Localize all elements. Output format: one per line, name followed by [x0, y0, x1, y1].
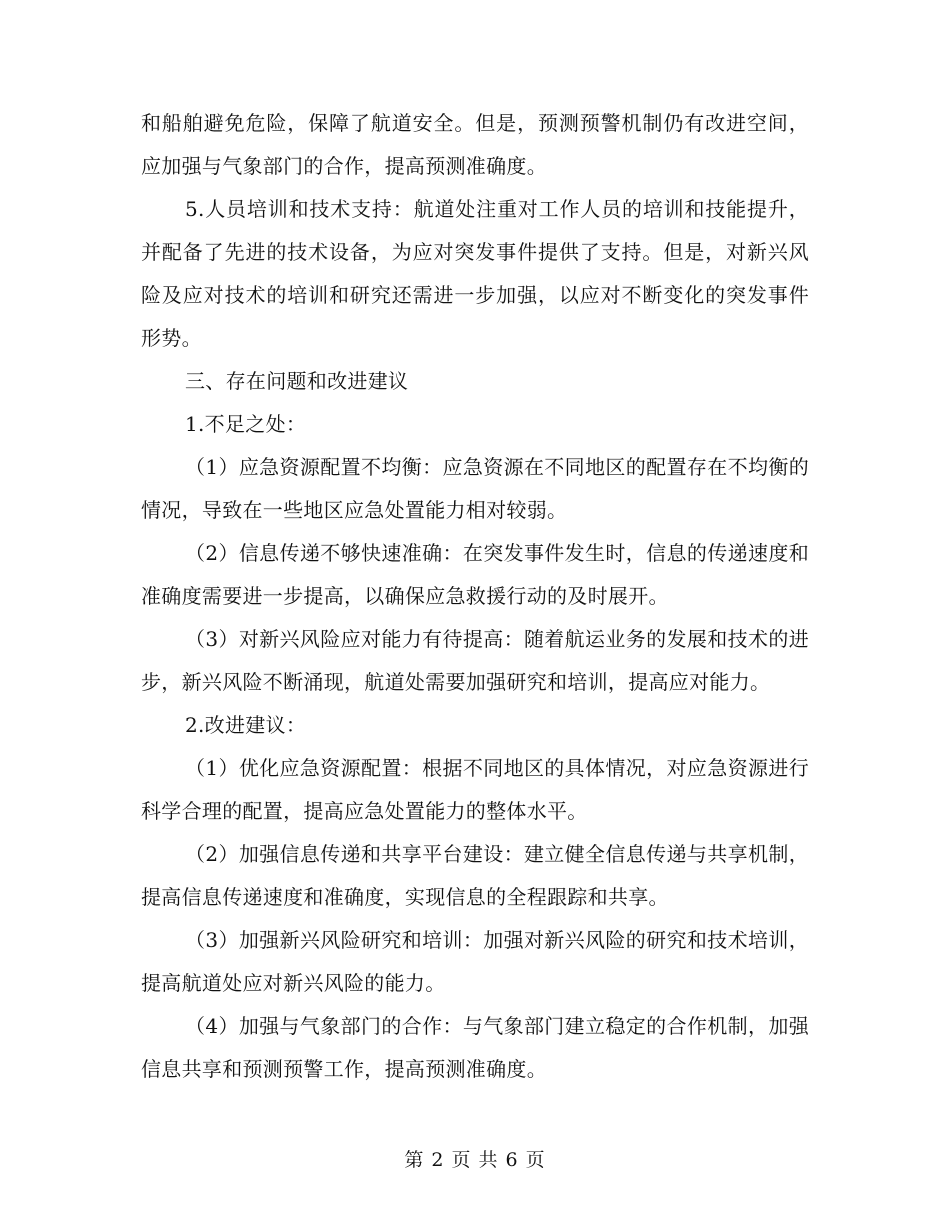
shortcoming-item-1: （1）应急资源配置不均衡：应急资源在不同地区的配置存在不均衡的情况，导致在一些地区应急处置能力相对较弱。	[141, 455, 809, 522]
paragraph-item-5-training: 5.人员培训和技术支持：航道处注重对工作人员的培训和技能提升，并配备了先进的技术设备，为应对突发事件提供了支持。但是，对新兴风险及应对技术的培训和研究还需进一步加强，以应对不断变化的突发事件形势。	[141, 197, 809, 350]
shortcoming-item-2: （2）信息传递不够快速准确：在突发事件发生时，信息的传递速度和准确度需要进一步提高，以确保应急救援行动的及时展开。	[141, 541, 809, 608]
paragraph-continuation: 和船舶避免危险，保障了航道安全。但是，预测预警机制仍有改进空间，应加强与气象部门的合作，提高预测准确度。	[141, 111, 809, 178]
suggestion-item-4: （4）加强与气象部门的合作：与气象部门建立稳定的合作机制，加强信息共享和预测预警工作，提高预测准确度。	[141, 1014, 809, 1081]
suggestion-item-2: （2）加强信息传递和共享平台建设：建立健全信息传递与共享机制，提高信息传递速度和准确度，实现信息的全程跟踪和共享。	[141, 842, 809, 909]
suggestion-item-1: （1）优化应急资源配置：根据不同地区的具体情况，对应急资源进行科学合理的配置，提高应急处置能力的整体水平。	[141, 756, 809, 823]
subheading-suggestions: 2.改进建议：	[185, 713, 307, 737]
page-number-footer: 第 2 页 共 6 页	[404, 1149, 546, 1171]
suggestion-item-3: （3）加强新兴风险研究和培训：加强对新兴风险的研究和技术培训，提高航道处应对新兴风险的能力。	[141, 928, 809, 995]
document-body	[141, 102, 809, 1091]
subheading-shortcomings: 1.不足之处：	[185, 412, 307, 436]
section-heading-problems: 三、存在问题和改进建议	[185, 369, 409, 393]
shortcoming-item-3: （3）对新兴风险应对能力有待提高：随着航运业务的发展和技术的进步，新兴风险不断涌现，航道处需要加强研究和培训，提高应对能力。	[141, 627, 809, 694]
